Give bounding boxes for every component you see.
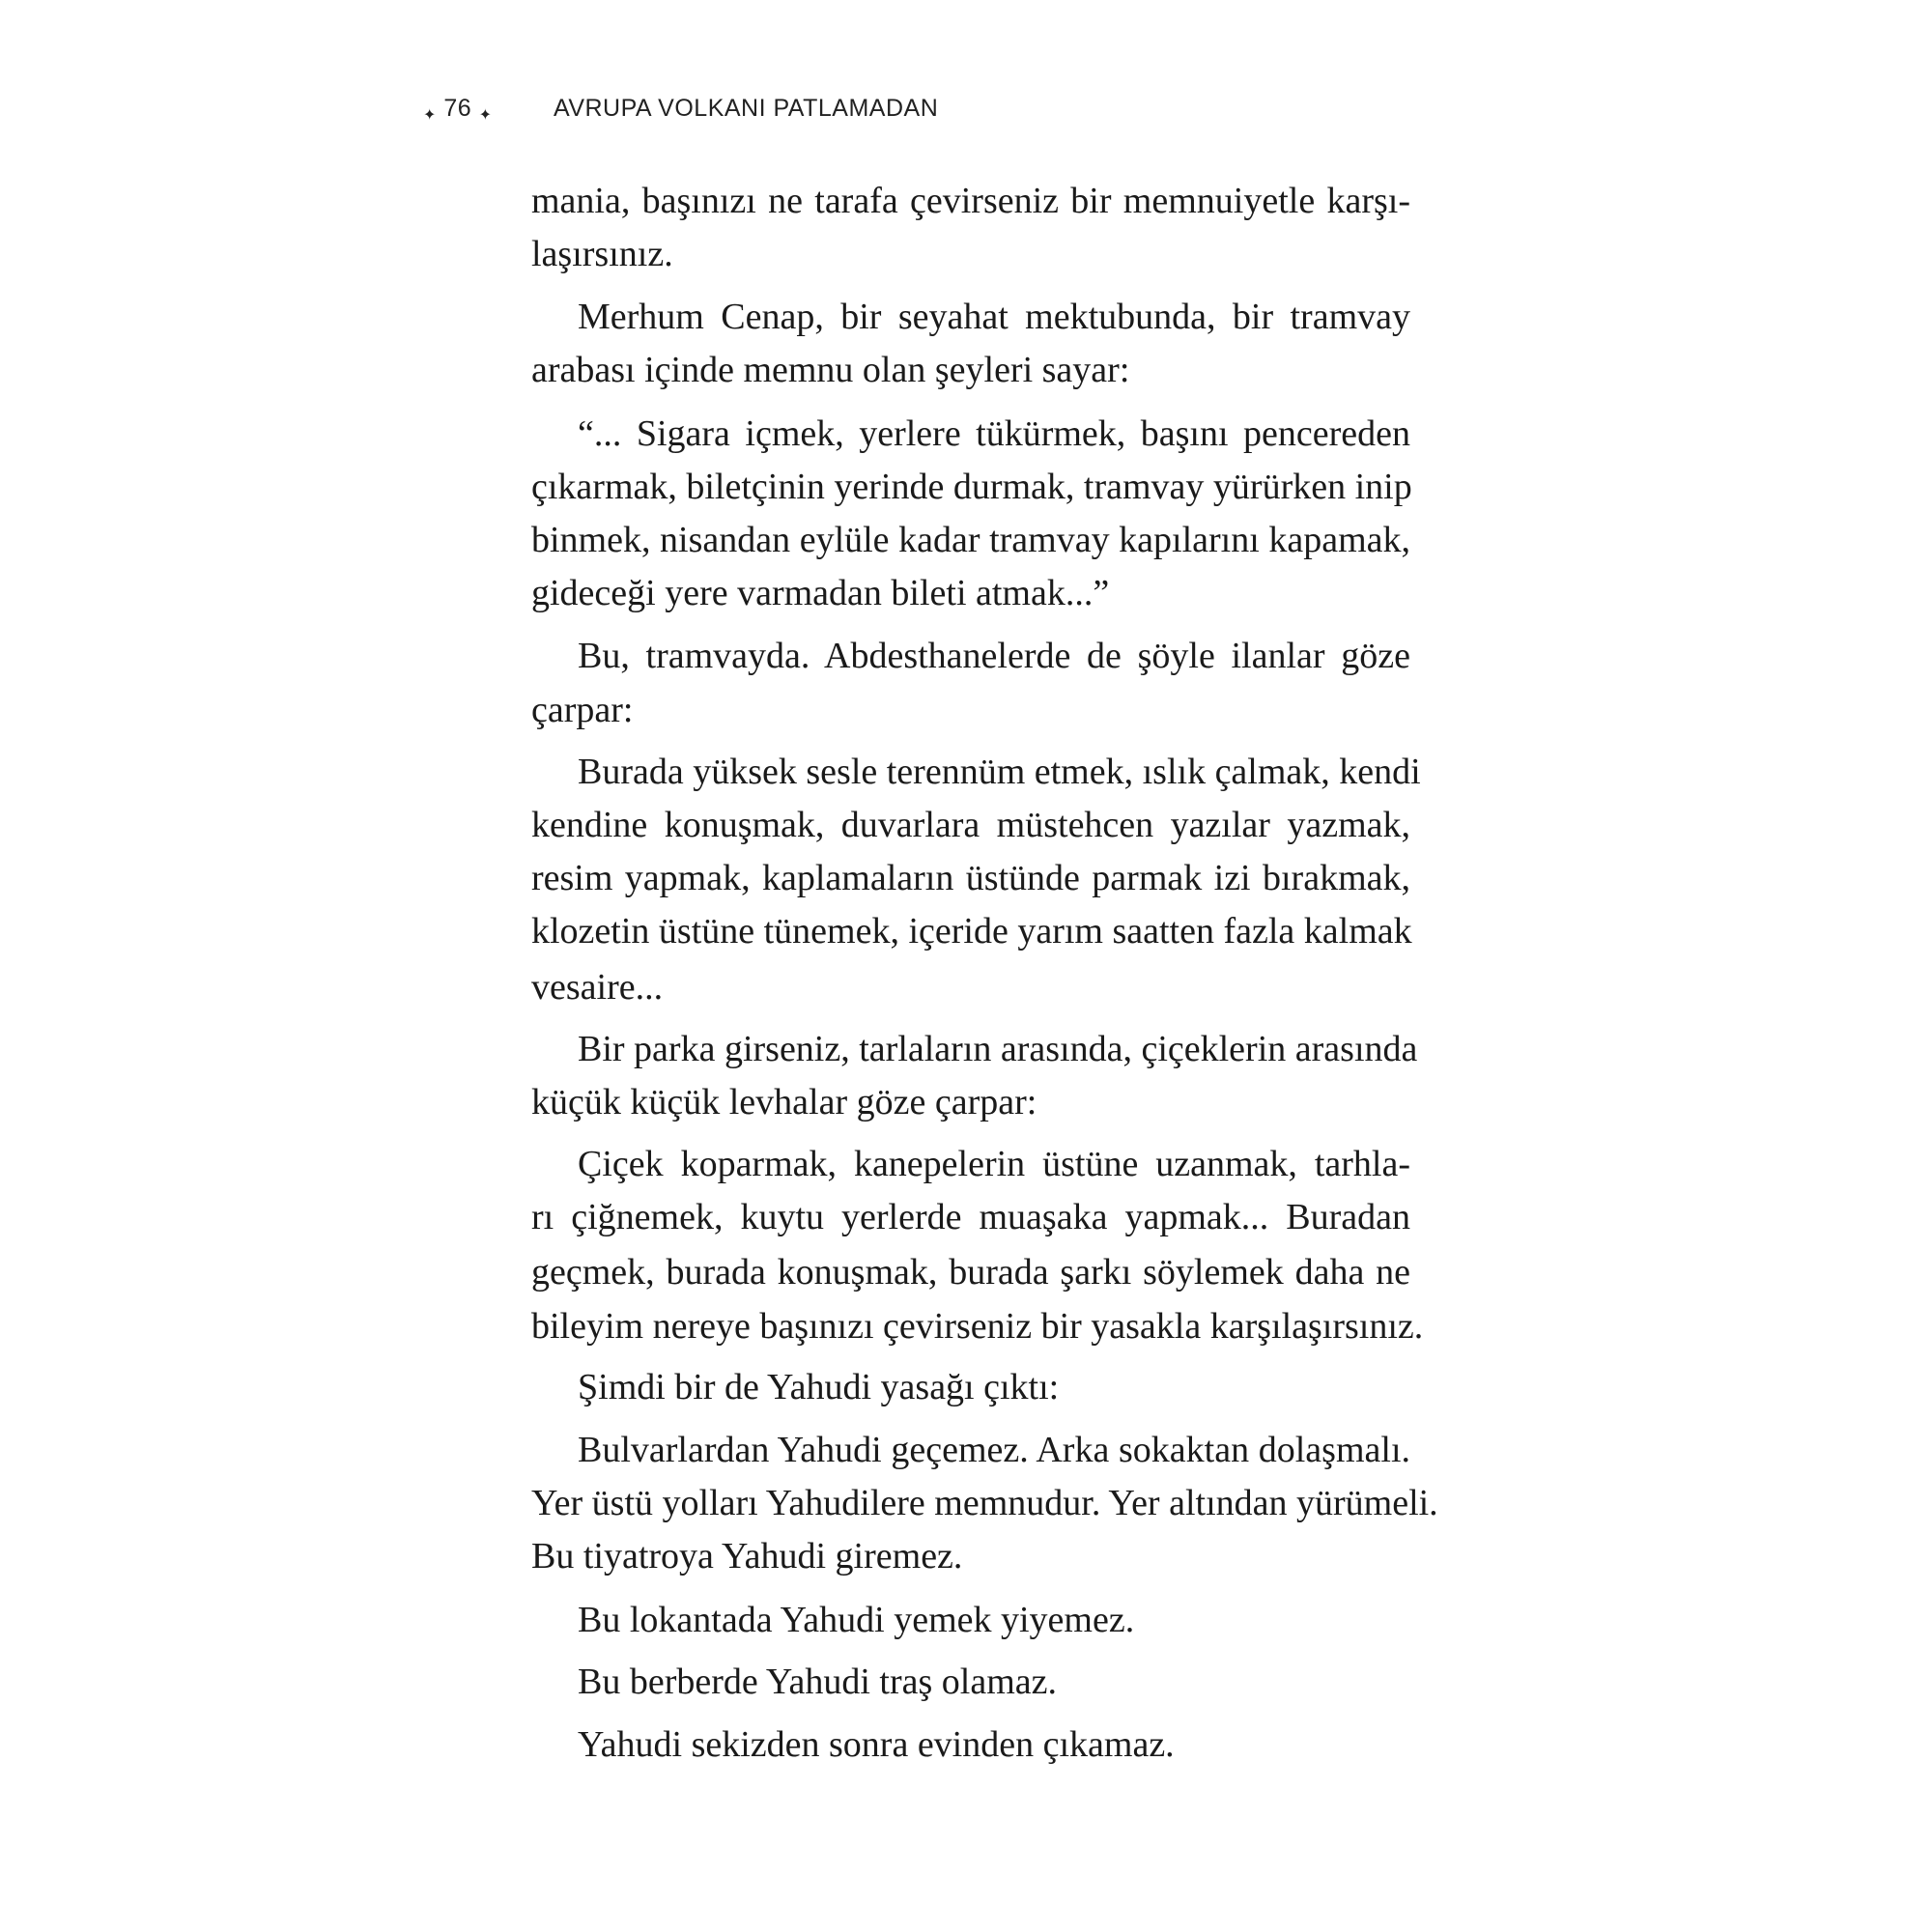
text-line: rı çiğnemek, kuytu yerlerde muaşaka yapmak... Buradan <box>531 1197 1410 1237</box>
text-line: kendine konuşmak, duvarlara müstehcen yazılar yazmak, <box>531 805 1410 845</box>
text-line: arabası içinde memnu olan şeyleri sayar: <box>531 350 1130 390</box>
text-line: Bulvarlardan Yahudi geçemez. Arka sokaktan dolaşmalı. <box>578 1430 1410 1470</box>
text-line: Yahudi sekizden sonra evinden çıkamaz. <box>578 1724 1175 1765</box>
running-title: AVRUPA VOLKANI PATLAMADAN <box>554 95 939 122</box>
text-line: küçük küçük levhalar göze çarpar: <box>531 1082 1037 1122</box>
text-line: Bu lokantada Yahudi yemek yiyemez. <box>578 1600 1135 1640</box>
text-line: Çiçek koparmak, kanepelerin üstüne uzanmak, tarhla- <box>578 1144 1410 1184</box>
text-line: gideceği yere varmadan bileti atmak...” <box>531 573 1110 613</box>
text-line: çıkarmak, biletçinin yerinde durmak, tramvay yürürken inip <box>531 467 1412 507</box>
text-line: bileyim nereye başınızı çevirseniz bir yasakla karşılaşırsınız. <box>531 1306 1424 1347</box>
text-line: geçmek, burada konuşmak, burada şarkı söylemek daha ne <box>531 1252 1410 1293</box>
star-ornament-icon: ✦ <box>478 107 493 124</box>
text-line: Bu tiyatroya Yahudi giremez. <box>531 1536 963 1577</box>
text-line: Bir parka girseniz, tarlaların arasında, çiçeklerin arasında <box>578 1029 1418 1069</box>
text-line: Bu berberde Yahudi traş olamaz. <box>578 1662 1057 1702</box>
star-ornament-icon: ✦ <box>423 107 437 124</box>
text-line: resim yapmak, kaplamaların üstünde parmak izi bırakmak, <box>531 858 1410 898</box>
text-line: çarpar: <box>531 690 634 730</box>
text-line: “... Sigara içmek, yerlere tükürmek, başını pencereden <box>578 413 1410 454</box>
text-line: Şimdi bir de Yahudi yasağı çıktı: <box>578 1367 1060 1407</box>
text-line: vesaire... <box>531 967 664 1008</box>
page-number: 76 <box>443 95 472 122</box>
text-line: Merhum Cenap, bir seyahat mektubunda, bir tramvay <box>578 297 1410 337</box>
text-line: Burada yüksek sesle terennüm etmek, ıslık çalmak, kendi <box>578 752 1421 792</box>
page-number-block <box>423 95 493 123</box>
text-line: binmek, nisandan eylüle kadar tramvay kapılarını kapamak, <box>531 520 1410 560</box>
text-line: Bu, tramvayda. Abdesthanelerde de şöyle ilanlar göze <box>578 636 1410 676</box>
text-line: mania, başınızı ne tarafa çevirseniz bir memnuiyetle karşı- <box>531 181 1410 221</box>
text-line: klozetin üstüne tünemek, içeride yarım saatten fazla kalmak <box>531 911 1412 952</box>
text-line: Yer üstü yolları Yahudilere memnudur. Yer altından yürümeli. <box>531 1483 1438 1523</box>
text-line: laşırsınız. <box>531 234 673 274</box>
